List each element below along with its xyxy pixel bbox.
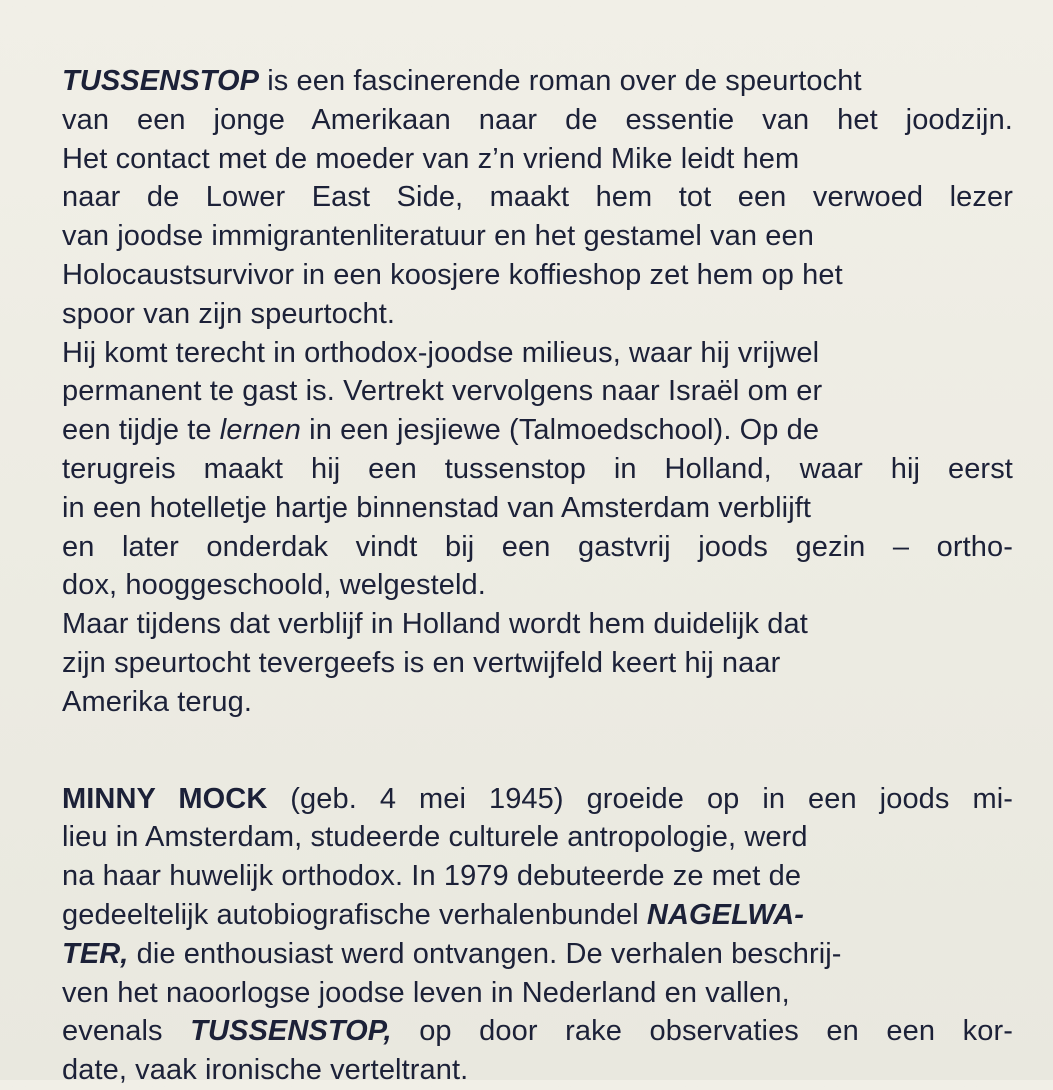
text-line: van een jonge Amerikaan naar de essentie van het joodzijn. xyxy=(62,103,1013,136)
text-line: Hij komt terecht in orthodox-joodse milieus, waar hij vrijwel xyxy=(62,336,820,369)
text-line: ven het naoorlogse joodse leven in Nederland en vallen, xyxy=(62,976,790,1009)
text-line: spoor van zijn speurtocht. xyxy=(62,297,396,330)
text-line: terugreis maakt hij een tussenstop in Holland, waar hij eerst xyxy=(62,452,1013,485)
text-line: lieu in Amsterdam, studeerde culturele antropologie, werd xyxy=(62,821,808,854)
text-line: Holocaustsurvivor in een koosjere koffieshop zet hem op het xyxy=(62,258,843,291)
text-line: en later onderdak vindt bij een gastvrij joods gezin – ortho- xyxy=(62,530,1014,563)
text-line: van joodse immigrantenliteratuur en het gestamel van een xyxy=(62,220,814,253)
text-line: date, vaak ironische verteltrant. xyxy=(62,1054,469,1087)
text-line: TUSSENSTOP is een fascinerende roman over de speurtocht xyxy=(62,65,862,97)
text-line: een tijdje te lernen in een jesjiewe (Talmoedschool). Op de xyxy=(62,414,820,447)
book-title: TER, xyxy=(62,937,129,970)
author-name: MINNY MOCK xyxy=(62,782,268,815)
text-line: in een hotelletje hartje binnenstad van Amsterdam verblijft xyxy=(62,491,812,524)
text-line: Maar tijdens dat verblijf in Holland wordt hem duidelijk dat xyxy=(62,608,808,641)
author-bio xyxy=(62,780,1013,1090)
blurb-paragraph-journey xyxy=(62,334,1013,606)
text-line: na haar huwelijk orthodox. In 1979 debuteerde ze met de xyxy=(62,860,802,893)
text-line: MINNY MOCK (geb. 4 mei 1945) groeide op in een joods mi- xyxy=(62,782,1013,815)
text-line: gedeeltelijk autobiografische verhalenbundel NAGELWA- xyxy=(62,898,804,931)
text-line: evenals TUSSENSTOP, op door rake observaties en een kor- xyxy=(62,1015,1013,1048)
text-line: Amerika terug. xyxy=(62,685,252,718)
text-line: zijn speurtocht tevergeefs is en vertwijfeld keert hij naar xyxy=(62,646,781,679)
text-line: TER, die enthousiast werd ontvangen. De verhalen beschrij- xyxy=(62,937,842,970)
blurb-paragraph-ending xyxy=(62,605,1013,721)
italic-term: lernen xyxy=(219,414,302,447)
text-line: Het contact met de moeder van z’n vriend Mike leidt hem xyxy=(62,142,800,175)
text-line: dox, hooggeschoold, welgesteld. xyxy=(62,569,486,602)
text-line: naar de Lower East Side, maakt hem tot een verwoed lezer xyxy=(62,181,1013,214)
book-title: NAGELWA- xyxy=(646,898,804,931)
blurb-paragraph-intro xyxy=(62,62,1013,334)
text-line: permanent te gast is. Vertrekt vervolgens naar Israël om er xyxy=(62,375,823,408)
book-title: TUSSENSTOP xyxy=(62,65,260,97)
paragraph-spacer xyxy=(62,722,1013,780)
book-title: TUSSENSTOP, xyxy=(190,1015,392,1048)
